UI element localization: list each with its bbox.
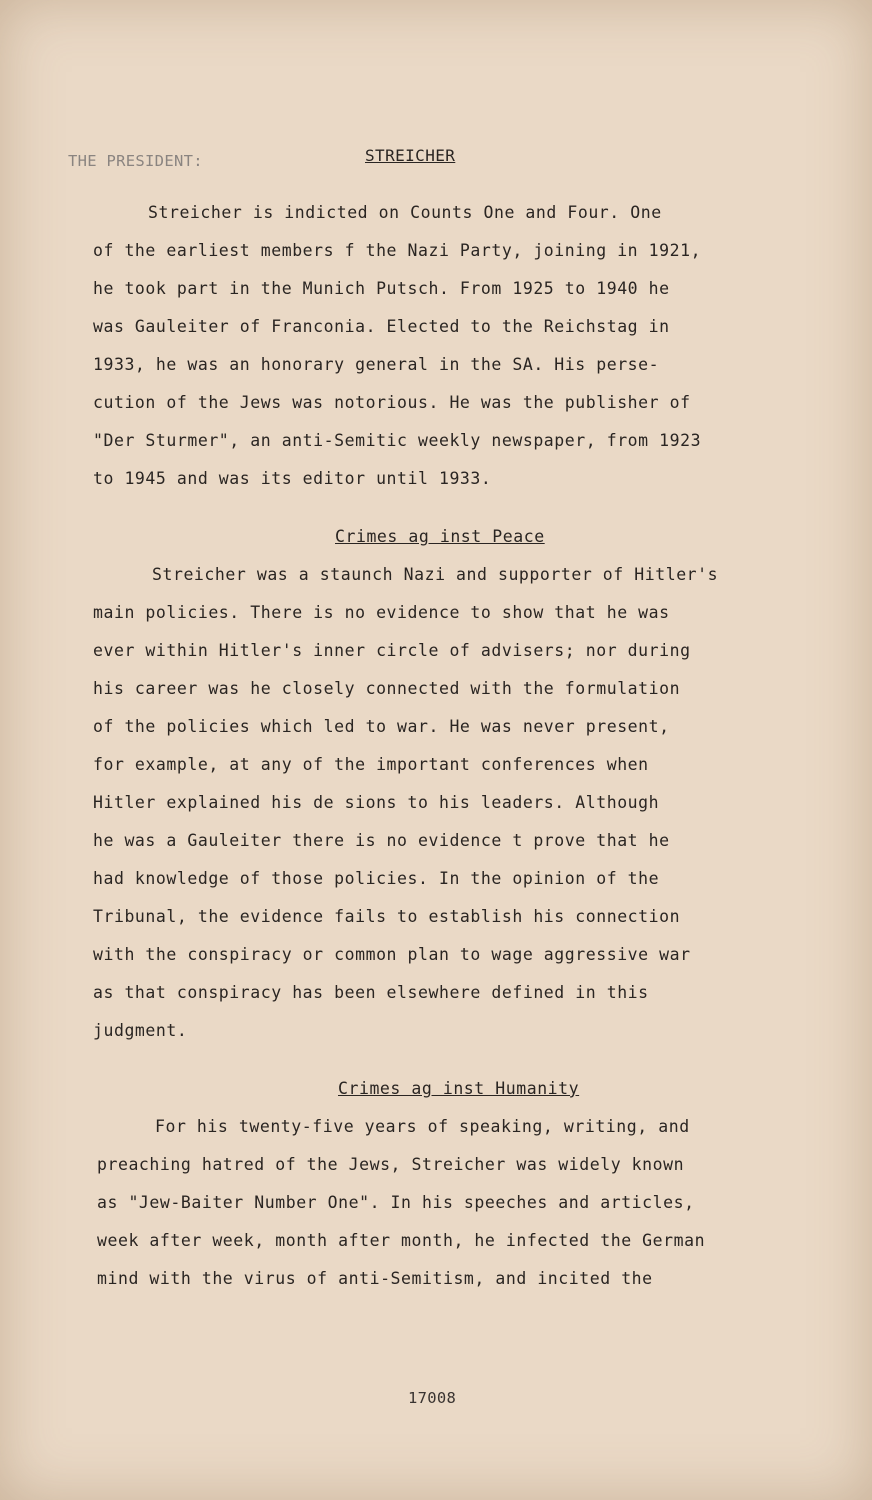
paragraph-line: for example, at any of the important conferences when — [93, 755, 649, 774]
paragraph-line: Hitler explained his de sions to his leaders. Although — [93, 793, 660, 812]
paragraph-line: main policies. There is no evidence to show that he was — [93, 603, 670, 622]
paragraph-line: to 1945 and was its editor until 1933. — [93, 469, 492, 488]
paragraph-line: Streicher is indicted on Counts One and Four. One — [148, 203, 662, 222]
page-number: 17008 — [408, 1389, 457, 1407]
paragraph-line: 1933, he was an honorary general in the SA. His perse- — [93, 355, 660, 374]
section-heading-crimes-against-humanity: Crimes ag inst Humanity — [338, 1079, 580, 1098]
paragraph-line: cution of the Jews was notorious. He was the publisher of — [93, 393, 691, 412]
paragraph-line: week after week, month after month, he infected the German — [97, 1231, 706, 1250]
paragraph-line: Streicher was a staunch Nazi and supporter of Hitler's — [152, 565, 719, 584]
paragraph-line: had knowledge of those policies. In the opinion of the — [93, 869, 660, 888]
paragraph-line: mind with the virus of anti-Semitism, and incited the — [97, 1269, 653, 1288]
paragraph-line: as that conspiracy has been elsewhere defined in this — [93, 983, 649, 1002]
paragraph-line: he took part in the Munich Putsch. From 1925 to 1940 he — [93, 279, 670, 298]
speaker-label: THE PRESIDENT: — [68, 152, 203, 170]
paragraph-line: he was a Gauleiter there is no evidence t prove that he — [93, 831, 670, 850]
paragraph-line: as "Jew-Baiter Number One". In his speeches and articles, — [97, 1193, 695, 1212]
paragraph-line: preaching hatred of the Jews, Streicher was widely known — [97, 1155, 685, 1174]
paragraph-line: with the conspiracy or common plan to wage aggressive war — [93, 945, 691, 964]
paragraph-line: of the earliest members f the Nazi Party, joining in 1921, — [93, 241, 702, 260]
paragraph-line: judgment. — [93, 1021, 188, 1040]
paragraph-line: of the policies which led to war. He was never present, — [93, 717, 670, 736]
paragraph-line: his career was he closely connected with the formulation — [93, 679, 681, 698]
paragraph-line: For his twenty-five years of speaking, writing, and — [155, 1117, 690, 1136]
paragraph-line: ever within Hitler's inner circle of advisers; nor during — [93, 641, 691, 660]
section-heading-crimes-against-peace: Crimes ag inst Peace — [335, 527, 545, 546]
document-title: STREICHER — [365, 146, 456, 165]
paragraph-line: Tribunal, the evidence fails to establish his connection — [93, 907, 681, 926]
paragraph-line: "Der Sturmer", an anti-Semitic weekly newspaper, from 1923 — [93, 431, 702, 450]
paragraph-line: was Gauleiter of Franconia. Elected to the Reichstag in — [93, 317, 670, 336]
